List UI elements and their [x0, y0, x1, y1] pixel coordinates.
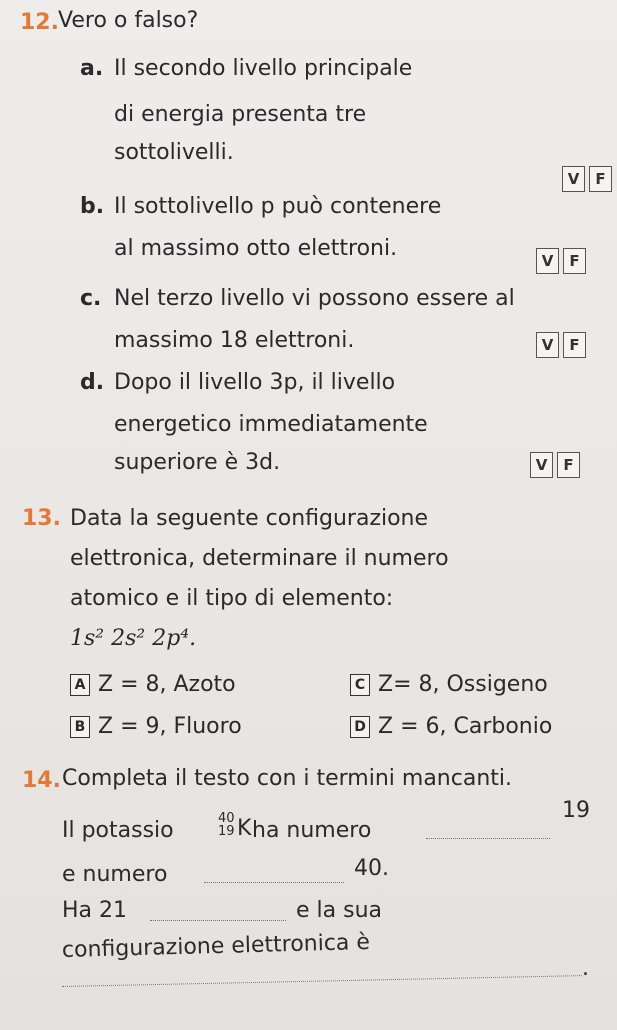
- option-b[interactable]: [70, 714, 242, 740]
- true-box[interactable]: V: [536, 332, 559, 358]
- item-b-line2: al massimo otto elettroni.: [114, 236, 398, 261]
- line4-text: configurazione elettronica è: [61, 929, 371, 963]
- question-13-number: 13.: [22, 506, 61, 531]
- false-box[interactable]: F: [557, 452, 580, 478]
- option-d[interactable]: [350, 714, 552, 740]
- false-box[interactable]: F: [563, 332, 586, 358]
- item-d-line3: superiore è 3d.: [114, 450, 281, 475]
- option-a[interactable]: [70, 672, 236, 698]
- line3-suffix: e la sua: [296, 898, 383, 923]
- isotope-mass: 40: [218, 811, 235, 826]
- blank-2[interactable]: [204, 882, 344, 883]
- option-d-text: Z = 6, Carbonio: [378, 714, 553, 739]
- item-a-true-false: [562, 166, 612, 192]
- false-box[interactable]: F: [589, 166, 612, 192]
- item-a-line1: Il secondo livello principale: [114, 56, 413, 81]
- item-c-line1: Nel terzo livello vi possono essere al: [114, 286, 515, 311]
- item-b-true-false: [536, 248, 586, 274]
- item-c-line2: massimo 18 elettroni.: [114, 328, 355, 353]
- item-c-letter: c.: [80, 286, 102, 311]
- question-12-title: Vero o falso?: [58, 8, 199, 33]
- false-box[interactable]: F: [563, 248, 586, 274]
- end-dot: .: [582, 956, 589, 981]
- true-box[interactable]: V: [530, 452, 553, 478]
- option-a-letter: A: [70, 674, 90, 696]
- item-a-letter: a.: [80, 56, 104, 81]
- option-b-text: Z = 9, Fluoro: [98, 714, 242, 739]
- true-box[interactable]: V: [562, 166, 585, 192]
- isotope-symbol: K: [237, 816, 252, 841]
- option-a-text: Z = 8, Azoto: [98, 672, 236, 697]
- question-12-number: 12.: [20, 10, 59, 35]
- item-d-letter: d.: [80, 370, 105, 395]
- option-c[interactable]: [350, 672, 548, 698]
- option-c-letter: C: [350, 674, 370, 696]
- item-a-line2: di energia presenta tre: [114, 102, 367, 127]
- item-d-true-false: [530, 452, 580, 478]
- line3-prefix: Ha 21: [62, 898, 128, 923]
- answer-1: 19: [562, 798, 590, 823]
- line2-text: e numero: [62, 862, 168, 887]
- line1-suffix: ha numero: [252, 818, 372, 843]
- answer-2: 40.: [354, 856, 389, 881]
- question-13-line1: Data la seguente configurazione: [70, 506, 429, 531]
- option-b-letter: B: [70, 716, 90, 738]
- item-a-line3: sottolivelli.: [114, 140, 234, 165]
- line1-prefix: Il potassio: [62, 818, 174, 843]
- item-c-true-false: [536, 332, 586, 358]
- isotope-atomic-number: 19: [218, 824, 235, 839]
- blank-1[interactable]: [426, 838, 550, 839]
- electron-configuration: 1s² 2s² 2p⁴.: [70, 626, 197, 651]
- item-d-line1: Dopo il livello 3p, il livello: [114, 370, 396, 395]
- question-14-number: 14.: [22, 768, 61, 793]
- question-14-title: Completa il testo con i termini mancanti.: [62, 766, 513, 791]
- option-d-letter: D: [350, 716, 370, 738]
- blank-3[interactable]: [150, 920, 286, 921]
- item-d-line2: energetico immediatamente: [114, 412, 428, 437]
- question-13-line2: elettronica, determinare il numero: [70, 546, 449, 571]
- true-box[interactable]: V: [536, 248, 559, 274]
- item-b-letter: b.: [80, 194, 105, 219]
- option-c-text: Z= 8, Ossigeno: [378, 672, 548, 697]
- blank-4[interactable]: [62, 975, 582, 987]
- question-13-line3: atomico e il tipo di elemento:: [70, 586, 394, 611]
- item-b-line1: Il sottolivello p può contenere: [114, 194, 442, 219]
